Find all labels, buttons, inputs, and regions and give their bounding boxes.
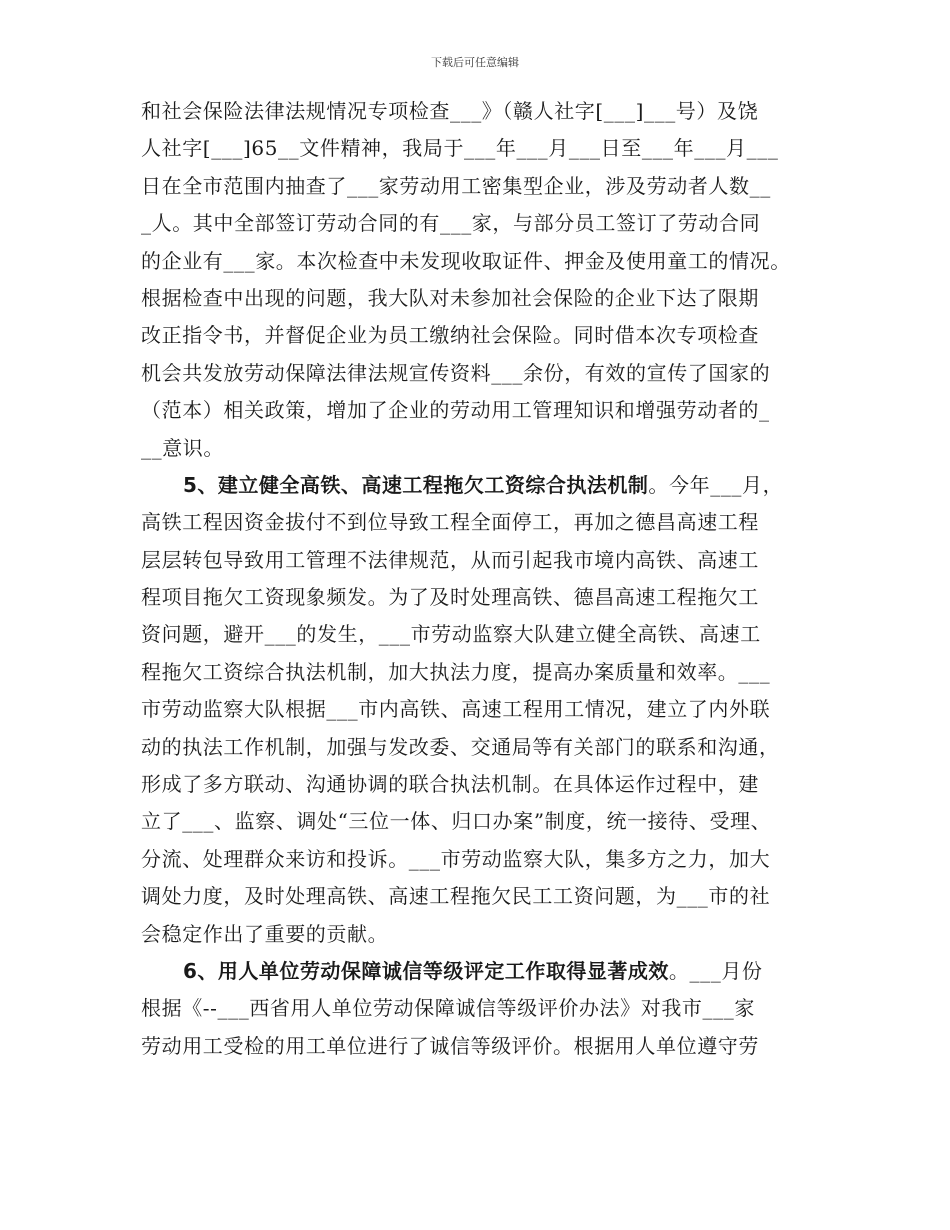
text-line: 改正指令书，并督促企业为员工缴纳社会保险。同时借本次专项检查 [141, 323, 759, 348]
section-6-heading: 6、用人单位劳动保障诚信等级评定工作取得显著成效 [183, 958, 669, 983]
page-header-note: 下载后可任意编辑 [431, 56, 519, 69]
document-body [141, 93, 821, 1065]
section-5-heading: 5、建立健全高铁、高速工程拖欠工资综合执法机制 [183, 472, 649, 497]
text-line: 程拖欠工资综合执法机制，加大执法力度，提高办案质量和效率。___ [141, 659, 771, 684]
text-line: 劳动用工受检的用工单位进行了诚信等级评价。根据用人单位遵守劳 [141, 1033, 759, 1058]
text-line: __意识。 [141, 435, 224, 460]
text-line: 资问题，避开___的发生，___市劳动监察大队建立健全高铁、高速工 [141, 622, 761, 647]
text-line: 分流、处理群众来访和投诉。___市劳动监察大队，集多方之力，加大 [141, 846, 771, 871]
text-line: 根据检查中出现的问题，我大队对未参加社会保险的企业下达了限期 [141, 285, 759, 310]
text-line: 日在全市范围内抽查了___家劳动用工密集型企业，涉及劳动者人数__ [141, 173, 771, 198]
text-line: 机会共发放劳动保障法律法规宣传资料___余份，有效的宣传了国家的 [141, 360, 771, 385]
text-line: 层层转包导致用工管理不法律规范，从而引起我市境内高铁、高速工 [141, 547, 759, 572]
section-6-first-line [141, 953, 821, 990]
text-line: 立了___、监察、调处“三位一体、归口办案”制度，统一接待、受理、 [141, 809, 772, 834]
text-line: 市劳动监察大队根据___市内高铁、高速工程用工情况，建立了内外联 [141, 697, 771, 722]
text-line: 和社会保险法律法规情况专项检查___》（赣人社字[___]___号）及饶 [141, 99, 759, 123]
text-line: 调处力度，及时处理高铁、高速工程拖欠民工工资问题，为___市的社 [141, 884, 771, 909]
section-6-lead-text: 。___月份 [668, 958, 763, 983]
section-5-lead-text: 。今年___月， [648, 472, 784, 497]
text-line: 的企业有___家。本次检查中未发现收取证件、押金及使用童工的情况。 [141, 248, 791, 273]
text-line: 高铁工程因资金拔付不到位导致工程全面停工，再加之德昌高速工程 [141, 510, 759, 535]
text-line: 形成了多方联动、沟通协调的联合执法机制。在具体运作过程中，建 [141, 772, 759, 797]
text-line: 会稳定作出了重要的贡献。 [141, 921, 389, 946]
text-line: 人社字[___]65__文件精神，我局于___年___月___日至___年___月___ [141, 136, 779, 161]
text-line: _人。其中全部签订劳动合同的有___家，与部分员工签订了劳动合同 [141, 211, 761, 236]
section-5-first-line [141, 467, 821, 504]
text-line: 动的执法工作机制，加强与发改委、交通局等有关部门的联系和沟通， [141, 734, 780, 759]
text-line: 程项目拖欠工资现象频发。为了及时处理高铁、德昌高速工程拖欠工 [141, 585, 759, 610]
text-line: （范本）相关政策，增加了企业的劳动用工管理知识和增强劳动者的_ [141, 398, 770, 423]
text-line: 根据《--___西省用人单位劳动保障诚信等级评价办法》对我市___家 [141, 996, 755, 1021]
